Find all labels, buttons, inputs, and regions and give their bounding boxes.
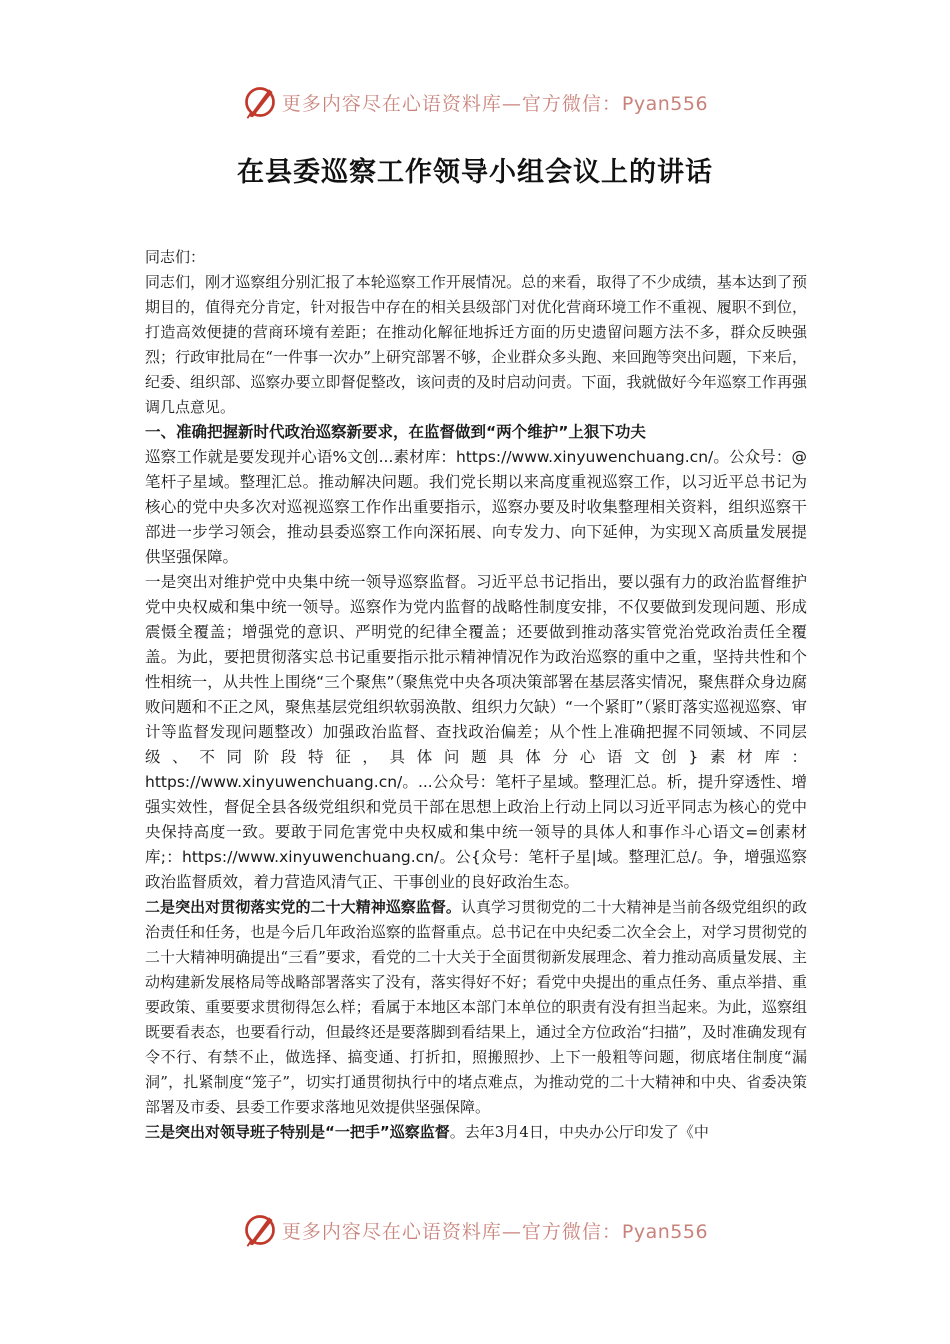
document-body <box>145 245 807 1190</box>
paragraph-4-body: 。去年3月4日，中央办公厅印发了《中 <box>449 1123 709 1141</box>
quill-pen-logo-icon <box>242 84 278 120</box>
paragraph-3-body: 认真学习贯彻党的二十大精神是当前各级党组织的政治责任和任务，也是今后几年政治巡察的监督重点。总书记在中央纪委二次全会上，对学习贯彻党的二十大精神明确提出“三看”要求，看党的二十大关于全面贯彻新发展理念、着力推动高质量发展、主动构建新发展格局等战略部署落实了没有，落实得好不好；看党中央提出的重点任务、重点举措、重要政策、重要要求贯彻得怎么样；看属于本地区本部门本单位的职责有没有担当起来。为此，巡察组既要看表态，也要看行动，但最终还是要落脚到看结果上，通过全方位政治“扫描”，及时准确发现有令不行、有禁不止，做选择、搞变通、打折扣，照搬照抄、上下一般粗等问题，彻底堵住制度“漏洞”，扎紧制度“笼子”，切实打通贯彻执行中的堵点难点，为推动党的二十大精神和中央、省委决策部署及市委、县委工作要求落地见效提供坚强保障。 <box>145 898 807 1116</box>
quill-pen-logo-icon <box>242 1212 278 1248</box>
paragraph-4-lead: 三是突出对领导班子特别是“一把手”巡察监督 <box>145 1123 450 1141</box>
header-banner <box>0 82 950 122</box>
paragraph-4 <box>145 1120 807 1145</box>
banner-slogan: 更多内容尽在心语资料库—官方微信： <box>281 92 622 115</box>
banner-slogan: 更多内容尽在心语资料库—官方微信： <box>281 1220 622 1243</box>
paragraph-1: 巡察工作就是要发现并心语%文创...素材库：https://www.xinyuwenchuang.cn/。公众号：@笔杆子星域。整理汇总。推动解决问题。我们党长期以来高度重视巡察工作，以习近平总书记为核心的党中央多次对巡视巡察工作作出重要指示，巡察办要及时收集整理相关资料，组织巡察干部进一步学习领会，推动县委巡察工作向深拓展、向专发力、向下延伸，为实现Ｘ高质量发展提供坚强保障。 <box>145 448 807 566</box>
footer-banner-text <box>282 1217 708 1244</box>
banner-wechat-handle: Pyan556 <box>621 92 709 115</box>
section-heading-1: 一、准确把握新时代政治巡察新要求，在监督做到“两个维护”上狠下功夫 <box>145 423 646 441</box>
banner-wechat-handle: Pyan556 <box>621 1220 709 1243</box>
paragraph-2: 一是突出对维护党中央集中统一领导巡察监督。习近平总书记指出，要以强有力的政治监督维护党中央权威和集中统一领导。巡察作为党内监督的战略性制度安排，不仅要做到发现问题、形成震慑全覆盖；增强党的意识、严明党的纪律全覆盖；还要做到推动落实管党治党政治责任全覆盖。为此，要把贯彻落实总书记重要指示批示精神情况作为政治巡察的重中之重，坚持共性和个性相统一，从共性上围绕“三个聚焦”（聚焦党中央各项决策部署在基层落实情况，聚焦群众身边腐败问题和不正之风，聚焦基层党组织软弱涣散、组织力欠缺）“一个紧盯”（紧盯落实巡视巡察、审计等监督发现问题整改）加强政治监督、查找政治偏差；从个性上准确把握不同领域、不同层级、不同阶段特征，具体问题具体分心语文创}素材库：https://www.xinyuwenchuang.cn/。...公众号：笔杆子星域。整理汇总。析，提升穿透性、增强实效性，督促全县各级党组织和党员干部在思想上政治上行动上同以习近平同志为核心的党中央保持高度一致。要敢于同危害党中央权威和集中统一领导的具体人和事作斗心语文=创素材库;：https://www.xinyuwenchuang.cn/。公{众号：笔杆子星|域。整理汇总/。争，增强巡察政治监督质效，着力营造风清气正、干事创业的良好政治生态。 <box>145 573 807 891</box>
paragraph-3 <box>145 895 807 1120</box>
intro-paragraph: 同志们，刚才巡察组分别汇报了本轮巡察工作开展情况。总的来看，取得了不少成绩，基本达到了预期目的，值得充分肯定，针对报告中存在的相关县级部门对优化营商环境工作不重视、履职不到位，打造高效便捷的营商环境有差距；在推动化解征地拆迁方面的历史遗留问题方法不多，群众反映强烈；行政审批局在“一件事一次办”上研究部署不够，企业群众多头跑、来回跑等突出问题，下来后，纪委、组织部、巡察办要立即督促整改，该问责的及时启动问责。下面，我就做好今年巡察工作再强调几点意见。 <box>145 273 807 416</box>
header-banner-text <box>282 89 708 116</box>
footer-banner <box>0 1210 950 1250</box>
salutation: 同志们： <box>145 248 206 266</box>
paragraph-3-lead: 二是突出对贯彻落实党的二十大精神巡察监督。 <box>145 898 461 916</box>
document-title: 在县委巡察工作领导小组会议上的讲话 <box>237 157 713 188</box>
